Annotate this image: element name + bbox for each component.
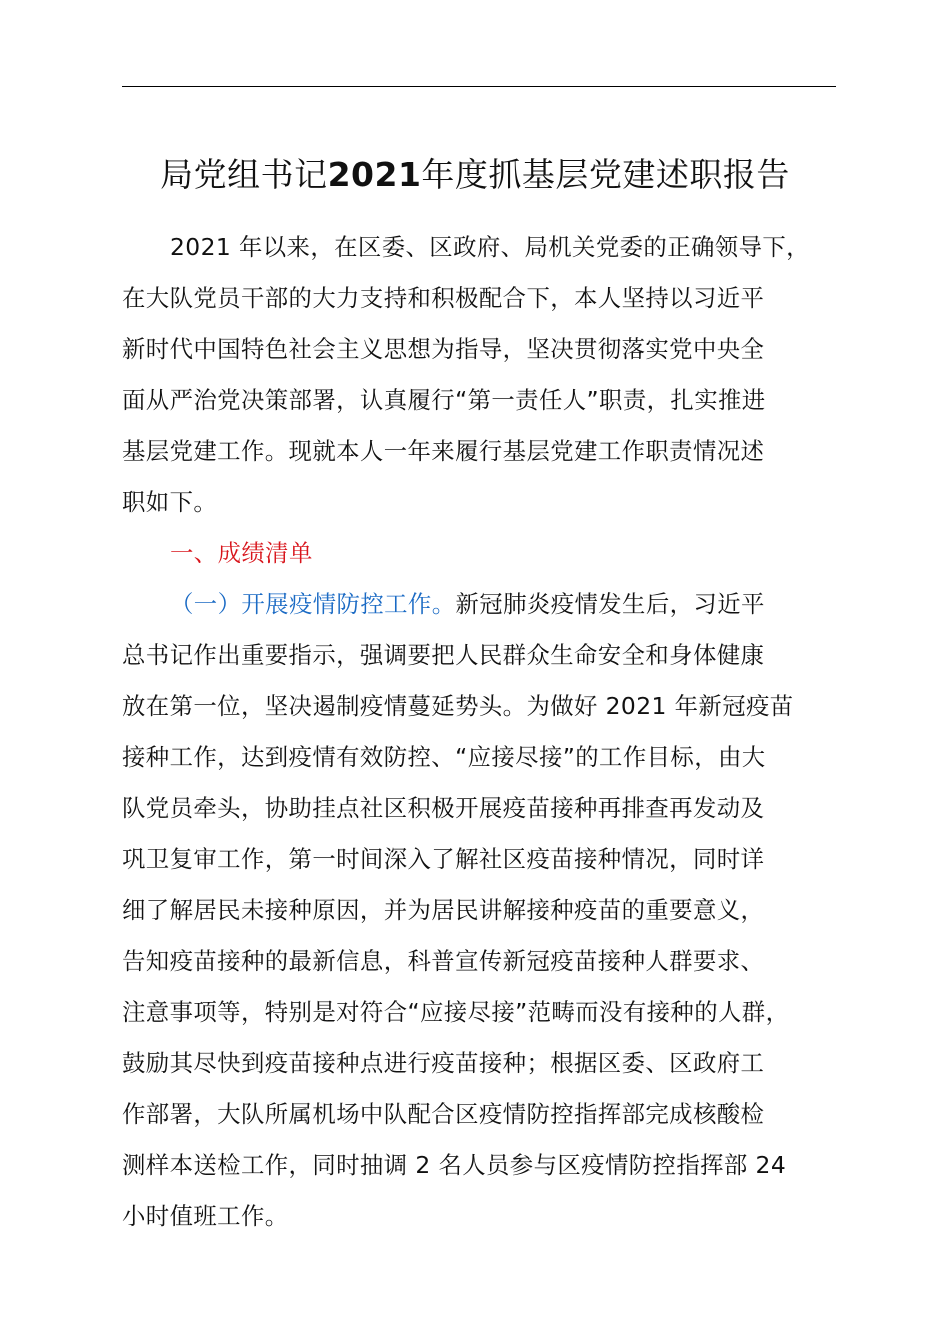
subsection-line: 队党员牵头，协助挂点社区积极开展疫苗接种再排查再发动及 <box>122 794 765 822</box>
header-rule <box>122 86 836 87</box>
subsection-heading: （一）开展疫情防控工作。 <box>170 590 456 618</box>
document-body <box>122 222 836 1242</box>
subsection-line: 接种工作，达到疫情有效防控、“应接尽接”的工作目标，由大 <box>122 743 766 771</box>
intro-text: 2021 年以来，在区委、区政府、局机关党委的正确领导下， <box>170 233 810 261</box>
subsection-line: 放在第一位，坚决遏制疫情蔓延势头。为做好 2021 年新冠疫苗 <box>122 692 794 720</box>
subsection-line: 细了解居民未接种原因，并为居民讲解接种疫苗的重要意义， <box>122 896 765 924</box>
subsection-line: 注意事项等，特别是对符合“应接尽接”范畴而没有接种的人群， <box>122 998 790 1026</box>
intro-line-6: 职如下。 <box>122 488 218 516</box>
title-year: 2021 <box>327 155 422 194</box>
title-suffix: 年度抓基层党建述职报告 <box>421 155 790 194</box>
intro-line-1 <box>122 222 836 273</box>
intro-line-2: 在大队党员干部的大力支持和积极配合下，本人坚持以习近平 <box>122 284 765 312</box>
subsection-line: 告知疫苗接种的最新信息，科普宣传新冠疫苗接种人群要求、 <box>122 947 765 975</box>
document-title <box>0 148 950 202</box>
intro-line-5: 基层党建工作。现就本人一年来履行基层党建工作职责情况述 <box>122 437 765 465</box>
subsection-line: 测样本送检工作，同时抽调 2 名人员参与区疫情防控指挥部 24 <box>122 1151 787 1179</box>
subsection-line: 小时值班工作。 <box>122 1202 289 1230</box>
subsection-line: 鼓励其尽快到疫苗接种点进行疫苗接种；根据区委、区政府工 <box>122 1049 765 1077</box>
title-prefix: 局党组书记 <box>160 155 328 194</box>
subsection-line: 作部署，大队所属机场中队配合区疫情防控指挥部完成核酸检 <box>122 1100 765 1128</box>
section-heading: 一、成绩清单 <box>170 539 313 567</box>
subsection-first-line <box>122 579 836 630</box>
intro-line-3: 新时代中国特色社会主义思想为指导，坚决贯彻落实党中央全 <box>122 335 765 363</box>
subsection-first-line-text: 新冠肺炎疫情发生后，习近平 <box>455 590 765 618</box>
intro-line-4: 面从严治党决策部署，认真履行“第一责任人”职责，扎实推进 <box>122 386 766 414</box>
subsection-line: 巩卫复审工作，第一时间深入了解社区疫苗接种情况，同时详 <box>122 845 765 873</box>
subsection-line: 总书记作出重要指示，强调要把人民群众生命安全和身体健康 <box>122 641 765 669</box>
